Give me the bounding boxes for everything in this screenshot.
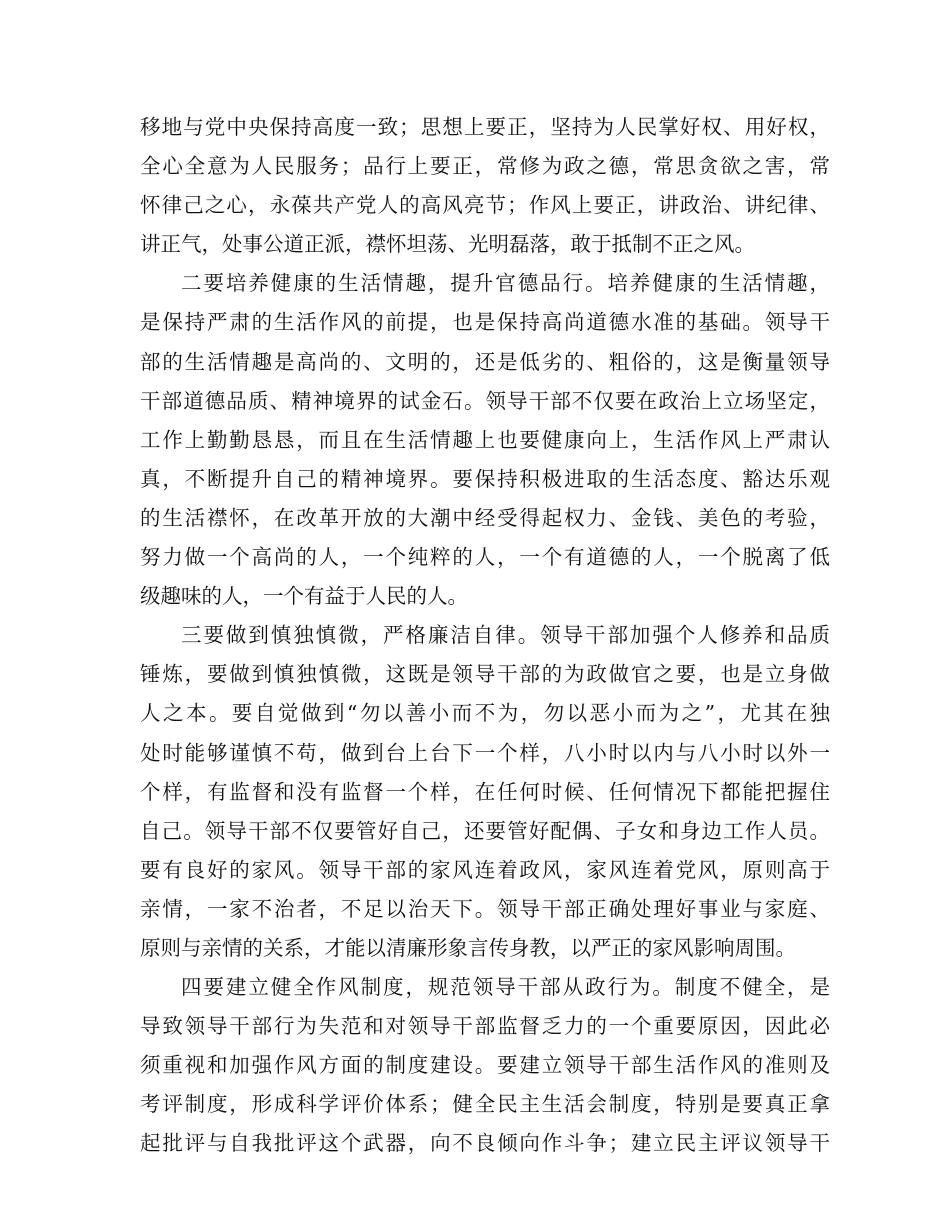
text-line: 三要做到慎独慎微，严格廉洁自律。领导干部加强个人修养和品质	[181, 623, 830, 648]
text-line: 移地与党中央保持高度一致；思想上要正，坚持为人民掌好权、用好权，	[140, 115, 830, 139]
text-line: 须重视和加强作风方面的制度建设。要建立领导干部生活作风的准则及	[140, 1053, 830, 1078]
paragraph-2	[140, 264, 830, 616]
text-line: 二要培养健康的生活情趣，提升官德品行。培养健康的生活情趣，	[181, 271, 830, 296]
text-line: 人之本。要自觉做到“勿以善小而不为，勿以恶小而为之”，尤其在独	[140, 701, 830, 726]
text-line: 真，不断提升自己的精神境界。要保持积极进取的生活态度、豁达乐观	[140, 466, 830, 491]
paragraph-4	[140, 968, 830, 1163]
text-line: 考评制度，形成科学评价体系；健全民主生活会制度，特别是要真正拿	[140, 1092, 830, 1117]
text-line: 原则与亲情的关系，才能以清廉形象言传身教，以严正的家风影响周围。	[140, 935, 796, 960]
text-line: 的生活襟怀，在改革开放的大潮中经受得起权力、金钱、美色的考验，	[140, 505, 830, 530]
text-line: 怀律己之心，永葆共产党人的高风亮节；作风上要正，讲政治、讲纪律、	[140, 193, 830, 218]
text-line: 要有良好的家风。领导干部的家风连着政风，家风连着党风，原则高于	[140, 857, 830, 882]
text-line: 亲情，一家不治者，不足以治天下。领导干部正确处理好事业与家庭、	[140, 896, 830, 921]
text-line: 自己。领导干部不仅要管好自己，还要管好配偶、子女和身边工作人员。	[140, 818, 830, 843]
text-line: 起批评与自我批评这个武器，向不良倾向作斗争；建立民主评议领导干	[140, 1131, 830, 1156]
text-line: 处时能够谨慎不苟，做到台上台下一个样，八小时以内与八小时以外一	[140, 740, 830, 765]
text-line: 干部道德品质、精神境界的试金石。领导干部不仅要在政治上立场坚定，	[140, 388, 830, 413]
text-line: 讲正气，处事公道正派，襟怀坦荡、光明磊落，敢于抵制不正之风。	[140, 232, 755, 257]
paragraph-1	[140, 108, 830, 264]
text-line: 锤炼，要做到慎独慎微，这既是领导干部的为政做官之要，也是立身做	[140, 662, 830, 687]
text-line: 导致领导干部行为失范和对领导干部监督乏力的一个重要原因，因此必	[140, 1014, 830, 1039]
text-line: 四要建立健全作风制度，规范领导干部从政行为。制度不健全，是	[181, 975, 830, 1000]
text-line: 工作上勤勤恳恳，而且在生活情趣上也要健康向上，生活作风上严肃认	[140, 427, 830, 452]
text-line: 是保持严肃的生活作风的前提，也是保持高尚道德水准的基础。领导干	[140, 310, 830, 335]
document-page	[140, 108, 830, 1164]
paragraph-3	[140, 616, 830, 968]
text-line: 努力做一个高尚的人，一个纯粹的人，一个有道德的人，一个脱离了低	[140, 545, 830, 570]
text-line: 级趣味的人，一个有益于人民的人。	[140, 584, 468, 609]
text-line: 部的生活情趣是高尚的、文明的，还是低劣的、粗俗的，这是衡量领导	[140, 349, 830, 374]
text-line: 全心全意为人民服务；品行上要正，常修为政之德，常思贪欲之害，常	[140, 154, 830, 179]
text-line: 个样，有监督和没有监督一个样，在任何时候、任何情况下都能把握住	[140, 779, 830, 804]
